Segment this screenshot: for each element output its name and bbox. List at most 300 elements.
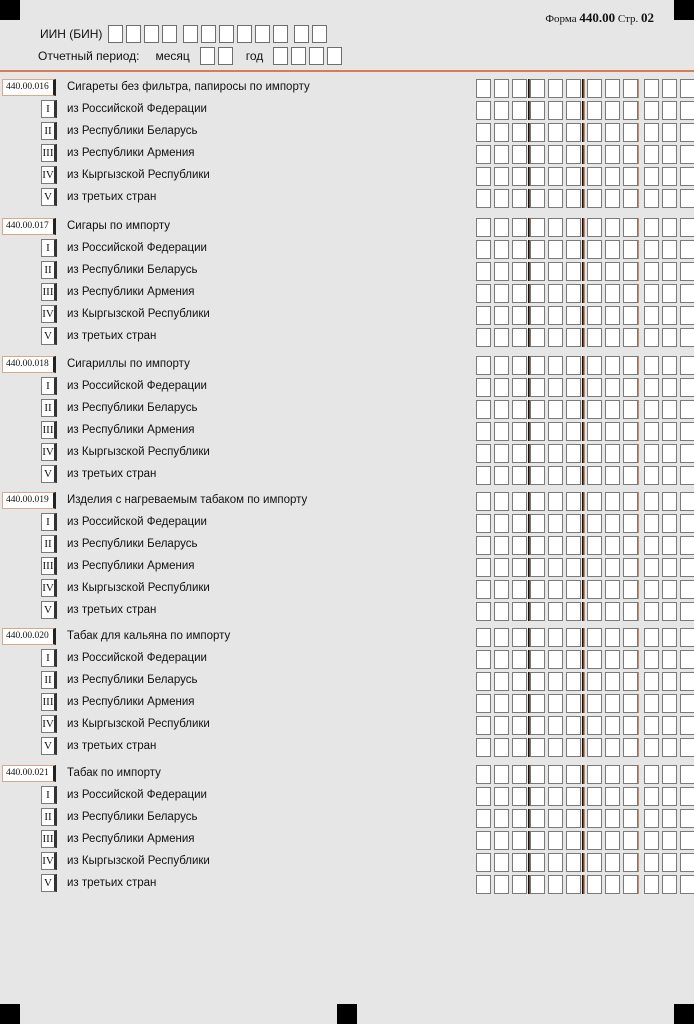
amount-digit-cell[interactable] [512,328,527,347]
amount-digit-cell[interactable] [623,240,638,259]
amount-digit-cell[interactable] [494,514,509,533]
amount-digit-cell[interactable] [662,650,677,669]
amount-digit-cell[interactable] [512,262,527,281]
amount-digit-cell[interactable] [494,189,509,208]
amount-digit-cell[interactable] [476,444,491,463]
month-cell[interactable] [200,47,215,65]
amount-digit-cell[interactable] [530,444,545,463]
amount-digit-cell[interactable] [548,694,563,713]
amount-digit-cell[interactable] [587,189,602,208]
amount-digit-cell[interactable] [548,123,563,142]
amount-digit-cell[interactable] [512,378,527,397]
amount-digit-cell[interactable] [644,284,659,303]
amount-digit-cell[interactable] [494,422,509,441]
amount-digit-cell[interactable] [680,145,694,164]
amount-digit-cell[interactable] [476,422,491,441]
amount-digit-cell[interactable] [566,628,581,647]
amount-digit-cell[interactable] [644,492,659,511]
amount-digit-cell[interactable] [494,262,509,281]
amount-digit-cell[interactable] [512,602,527,621]
amount-digit-cell[interactable] [530,101,545,120]
amount-digit-cell[interactable] [644,580,659,599]
amount-digit-cell[interactable] [530,831,545,850]
amount-digit-cell[interactable] [512,444,527,463]
amount-digit-cell[interactable] [644,853,659,872]
iin-cell[interactable] [108,25,123,43]
amount-digit-cell[interactable] [512,650,527,669]
amount-digit-cell[interactable] [530,787,545,806]
amount-digit-cell[interactable] [530,378,545,397]
amount-digit-cell[interactable] [623,378,638,397]
amount-digit-cell[interactable] [605,514,620,533]
amount-digit-cell[interactable] [512,400,527,419]
amount-digit-cell[interactable] [548,853,563,872]
amount-digit-cell[interactable] [662,492,677,511]
amount-digit-cell[interactable] [530,853,545,872]
amount-digit-cell[interactable] [662,716,677,735]
amount-digit-cell[interactable] [623,218,638,237]
amount-digit-cell[interactable] [680,218,694,237]
amount-digit-cell[interactable] [662,240,677,259]
amount-digit-cell[interactable] [530,536,545,555]
amount-digit-cell[interactable] [680,514,694,533]
amount-digit-cell[interactable] [548,356,563,375]
amount-digit-cell[interactable] [644,400,659,419]
amount-digit-cell[interactable] [644,765,659,784]
amount-digit-cell[interactable] [476,694,491,713]
amount-digit-cell[interactable] [566,218,581,237]
amount-digit-cell[interactable] [662,444,677,463]
amount-digit-cell[interactable] [662,378,677,397]
amount-digit-cell[interactable] [623,284,638,303]
amount-digit-cell[interactable] [494,400,509,419]
amount-digit-cell[interactable] [680,356,694,375]
amount-digit-cell[interactable] [530,809,545,828]
iin-cell[interactable] [162,25,177,43]
amount-digit-cell[interactable] [476,602,491,621]
amount-digit-cell[interactable] [587,558,602,577]
amount-digit-cell[interactable] [566,672,581,691]
amount-digit-cell[interactable] [476,580,491,599]
amount-digit-cell[interactable] [680,422,694,441]
amount-digit-cell[interactable] [494,79,509,98]
amount-digit-cell[interactable] [494,628,509,647]
amount-digit-cell[interactable] [548,378,563,397]
amount-digit-cell[interactable] [680,101,694,120]
amount-digit-cell[interactable] [512,853,527,872]
amount-digit-cell[interactable] [587,444,602,463]
amount-digit-cell[interactable] [605,101,620,120]
amount-digit-cell[interactable] [644,306,659,325]
amount-digit-cell[interactable] [587,514,602,533]
amount-digit-cell[interactable] [476,628,491,647]
amount-digit-cell[interactable] [680,189,694,208]
amount-digit-cell[interactable] [530,466,545,485]
amount-digit-cell[interactable] [566,580,581,599]
amount-digit-cell[interactable] [548,672,563,691]
amount-digit-cell[interactable] [623,514,638,533]
amount-digit-cell[interactable] [566,189,581,208]
amount-digit-cell[interactable] [548,650,563,669]
amount-digit-cell[interactable] [548,875,563,894]
amount-digit-cell[interactable] [644,809,659,828]
amount-digit-cell[interactable] [476,514,491,533]
amount-digit-cell[interactable] [530,306,545,325]
amount-digit-cell[interactable] [512,514,527,533]
amount-digit-cell[interactable] [476,672,491,691]
amount-digit-cell[interactable] [623,672,638,691]
amount-digit-cell[interactable] [566,240,581,259]
year-cell[interactable] [309,47,324,65]
year-cell[interactable] [273,47,288,65]
amount-digit-cell[interactable] [476,738,491,757]
amount-digit-cell[interactable] [512,558,527,577]
amount-digit-cell[interactable] [644,536,659,555]
amount-digit-cell[interactable] [587,650,602,669]
amount-digit-cell[interactable] [548,400,563,419]
amount-digit-cell[interactable] [623,189,638,208]
iin-cell[interactable] [312,25,327,43]
amount-digit-cell[interactable] [494,101,509,120]
amount-digit-cell[interactable] [644,875,659,894]
amount-digit-cell[interactable] [512,831,527,850]
amount-digit-cell[interactable] [587,466,602,485]
amount-digit-cell[interactable] [566,306,581,325]
amount-digit-cell[interactable] [623,787,638,806]
amount-digit-cell[interactable] [680,853,694,872]
iin-cell[interactable] [294,25,309,43]
amount-digit-cell[interactable] [662,167,677,186]
amount-digit-cell[interactable] [530,189,545,208]
amount-digit-cell[interactable] [512,79,527,98]
amount-digit-cell[interactable] [566,466,581,485]
amount-digit-cell[interactable] [680,123,694,142]
amount-digit-cell[interactable] [587,716,602,735]
amount-digit-cell[interactable] [644,650,659,669]
amount-digit-cell[interactable] [662,580,677,599]
amount-digit-cell[interactable] [566,378,581,397]
amount-digit-cell[interactable] [623,328,638,347]
amount-digit-cell[interactable] [494,167,509,186]
amount-digit-cell[interactable] [530,145,545,164]
amount-digit-cell[interactable] [512,284,527,303]
amount-digit-cell[interactable] [512,101,527,120]
amount-digit-cell[interactable] [512,466,527,485]
amount-digit-cell[interactable] [494,694,509,713]
amount-digit-cell[interactable] [587,787,602,806]
amount-digit-cell[interactable] [644,672,659,691]
amount-digit-cell[interactable] [548,716,563,735]
amount-digit-cell[interactable] [623,602,638,621]
amount-digit-cell[interactable] [566,492,581,511]
amount-digit-cell[interactable] [494,378,509,397]
amount-digit-cell[interactable] [512,123,527,142]
amount-digit-cell[interactable] [605,356,620,375]
amount-digit-cell[interactable] [476,306,491,325]
amount-digit-cell[interactable] [476,650,491,669]
amount-digit-cell[interactable] [644,787,659,806]
amount-digit-cell[interactable] [494,123,509,142]
amount-digit-cell[interactable] [512,875,527,894]
amount-digit-cell[interactable] [566,167,581,186]
amount-digit-cell[interactable] [548,167,563,186]
amount-digit-cell[interactable] [605,650,620,669]
amount-digit-cell[interactable] [680,262,694,281]
amount-digit-cell[interactable] [680,400,694,419]
amount-digit-cell[interactable] [566,738,581,757]
amount-digit-cell[interactable] [605,738,620,757]
amount-digit-cell[interactable] [605,492,620,511]
amount-digit-cell[interactable] [548,306,563,325]
amount-digit-cell[interactable] [476,240,491,259]
amount-digit-cell[interactable] [662,853,677,872]
amount-digit-cell[interactable] [587,738,602,757]
amount-digit-cell[interactable] [494,787,509,806]
amount-digit-cell[interactable] [680,466,694,485]
amount-digit-cell[interactable] [512,738,527,757]
amount-digit-cell[interactable] [623,262,638,281]
amount-digit-cell[interactable] [623,558,638,577]
amount-digit-cell[interactable] [530,492,545,511]
amount-digit-cell[interactable] [662,79,677,98]
amount-digit-cell[interactable] [623,400,638,419]
amount-digit-cell[interactable] [644,328,659,347]
amount-digit-cell[interactable] [530,356,545,375]
amount-digit-cell[interactable] [662,189,677,208]
amount-digit-cell[interactable] [548,765,563,784]
amount-digit-cell[interactable] [605,809,620,828]
amount-digit-cell[interactable] [587,79,602,98]
amount-digit-cell[interactable] [530,628,545,647]
amount-digit-cell[interactable] [512,787,527,806]
iin-cell[interactable] [219,25,234,43]
amount-digit-cell[interactable] [605,831,620,850]
amount-digit-cell[interactable] [476,536,491,555]
amount-digit-cell[interactable] [587,240,602,259]
amount-digit-cell[interactable] [623,694,638,713]
amount-digit-cell[interactable] [680,831,694,850]
amount-digit-cell[interactable] [566,444,581,463]
amount-digit-cell[interactable] [512,492,527,511]
amount-digit-cell[interactable] [548,787,563,806]
amount-digit-cell[interactable] [644,79,659,98]
amount-digit-cell[interactable] [494,240,509,259]
amount-digit-cell[interactable] [587,831,602,850]
amount-digit-cell[interactable] [680,694,694,713]
amount-digit-cell[interactable] [680,738,694,757]
amount-digit-cell[interactable] [623,650,638,669]
amount-digit-cell[interactable] [644,356,659,375]
amount-digit-cell[interactable] [623,853,638,872]
amount-digit-cell[interactable] [662,306,677,325]
amount-digit-cell[interactable] [587,218,602,237]
amount-digit-cell[interactable] [605,716,620,735]
amount-digit-cell[interactable] [548,240,563,259]
amount-digit-cell[interactable] [605,262,620,281]
amount-digit-cell[interactable] [494,492,509,511]
amount-digit-cell[interactable] [680,628,694,647]
amount-digit-cell[interactable] [623,536,638,555]
amount-digit-cell[interactable] [530,650,545,669]
amount-digit-cell[interactable] [548,101,563,120]
amount-digit-cell[interactable] [623,422,638,441]
amount-digit-cell[interactable] [587,422,602,441]
amount-digit-cell[interactable] [566,79,581,98]
amount-digit-cell[interactable] [548,189,563,208]
amount-digit-cell[interactable] [494,328,509,347]
amount-digit-cell[interactable] [680,672,694,691]
amount-digit-cell[interactable] [587,672,602,691]
amount-digit-cell[interactable] [494,145,509,164]
amount-digit-cell[interactable] [605,536,620,555]
amount-digit-cell[interactable] [530,167,545,186]
amount-digit-cell[interactable] [623,79,638,98]
amount-digit-cell[interactable] [605,284,620,303]
amount-digit-cell[interactable] [530,580,545,599]
amount-digit-cell[interactable] [548,466,563,485]
amount-digit-cell[interactable] [476,356,491,375]
amount-digit-cell[interactable] [476,167,491,186]
amount-digit-cell[interactable] [662,558,677,577]
amount-digit-cell[interactable] [587,580,602,599]
amount-digit-cell[interactable] [494,831,509,850]
amount-digit-cell[interactable] [566,853,581,872]
amount-digit-cell[interactable] [530,602,545,621]
amount-digit-cell[interactable] [605,875,620,894]
amount-digit-cell[interactable] [566,145,581,164]
amount-digit-cell[interactable] [566,514,581,533]
amount-digit-cell[interactable] [530,514,545,533]
amount-digit-cell[interactable] [566,400,581,419]
amount-digit-cell[interactable] [566,356,581,375]
amount-digit-cell[interactable] [623,738,638,757]
amount-digit-cell[interactable] [476,716,491,735]
amount-digit-cell[interactable] [566,809,581,828]
amount-digit-cell[interactable] [530,123,545,142]
amount-digit-cell[interactable] [605,145,620,164]
amount-digit-cell[interactable] [644,466,659,485]
amount-digit-cell[interactable] [644,218,659,237]
amount-digit-cell[interactable] [623,444,638,463]
amount-digit-cell[interactable] [587,167,602,186]
amount-digit-cell[interactable] [623,809,638,828]
amount-digit-cell[interactable] [623,492,638,511]
amount-digit-cell[interactable] [494,875,509,894]
amount-digit-cell[interactable] [662,400,677,419]
amount-digit-cell[interactable] [644,602,659,621]
amount-digit-cell[interactable] [494,765,509,784]
amount-digit-cell[interactable] [566,650,581,669]
amount-digit-cell[interactable] [512,628,527,647]
amount-digit-cell[interactable] [530,262,545,281]
amount-digit-cell[interactable] [605,189,620,208]
amount-digit-cell[interactable] [587,602,602,621]
amount-digit-cell[interactable] [644,262,659,281]
amount-digit-cell[interactable] [512,306,527,325]
amount-digit-cell[interactable] [587,875,602,894]
amount-digit-cell[interactable] [476,400,491,419]
amount-digit-cell[interactable] [587,328,602,347]
amount-digit-cell[interactable] [623,145,638,164]
amount-digit-cell[interactable] [662,123,677,142]
amount-digit-cell[interactable] [566,101,581,120]
amount-digit-cell[interactable] [476,101,491,120]
amount-digit-cell[interactable] [548,514,563,533]
amount-digit-cell[interactable] [623,167,638,186]
amount-digit-cell[interactable] [476,79,491,98]
amount-digit-cell[interactable] [476,809,491,828]
amount-digit-cell[interactable] [605,79,620,98]
iin-cell[interactable] [237,25,252,43]
amount-digit-cell[interactable] [623,466,638,485]
amount-digit-cell[interactable] [623,101,638,120]
amount-digit-cell[interactable] [662,694,677,713]
amount-digit-cell[interactable] [476,853,491,872]
amount-digit-cell[interactable] [494,650,509,669]
amount-digit-cell[interactable] [548,262,563,281]
amount-digit-cell[interactable] [623,628,638,647]
amount-digit-cell[interactable] [512,716,527,735]
amount-digit-cell[interactable] [530,422,545,441]
amount-digit-cell[interactable] [587,694,602,713]
iin-cell[interactable] [144,25,159,43]
amount-digit-cell[interactable] [530,765,545,784]
amount-digit-cell[interactable] [476,284,491,303]
amount-digit-cell[interactable] [605,853,620,872]
amount-digit-cell[interactable] [623,765,638,784]
amount-digit-cell[interactable] [512,765,527,784]
amount-digit-cell[interactable] [680,328,694,347]
amount-digit-cell[interactable] [548,328,563,347]
amount-digit-cell[interactable] [605,765,620,784]
amount-digit-cell[interactable] [494,853,509,872]
amount-digit-cell[interactable] [623,306,638,325]
amount-digit-cell[interactable] [530,558,545,577]
iin-cell[interactable] [255,25,270,43]
amount-digit-cell[interactable] [494,602,509,621]
amount-digit-cell[interactable] [605,422,620,441]
amount-digit-cell[interactable] [566,765,581,784]
amount-digit-cell[interactable] [566,602,581,621]
amount-digit-cell[interactable] [623,123,638,142]
amount-digit-cell[interactable] [605,378,620,397]
iin-cell[interactable] [183,25,198,43]
amount-digit-cell[interactable] [476,787,491,806]
amount-digit-cell[interactable] [644,240,659,259]
amount-digit-cell[interactable] [548,809,563,828]
amount-digit-cell[interactable] [605,240,620,259]
amount-digit-cell[interactable] [680,765,694,784]
amount-digit-cell[interactable] [680,809,694,828]
amount-digit-cell[interactable] [548,602,563,621]
amount-digit-cell[interactable] [662,514,677,533]
amount-digit-cell[interactable] [566,875,581,894]
amount-digit-cell[interactable] [512,536,527,555]
amount-digit-cell[interactable] [662,145,677,164]
amount-digit-cell[interactable] [680,580,694,599]
amount-digit-cell[interactable] [494,536,509,555]
amount-digit-cell[interactable] [494,284,509,303]
amount-digit-cell[interactable] [605,558,620,577]
amount-digit-cell[interactable] [494,306,509,325]
amount-digit-cell[interactable] [512,167,527,186]
amount-digit-cell[interactable] [587,492,602,511]
amount-digit-cell[interactable] [512,240,527,259]
amount-digit-cell[interactable] [494,672,509,691]
amount-digit-cell[interactable] [566,831,581,850]
amount-digit-cell[interactable] [530,694,545,713]
amount-digit-cell[interactable] [530,716,545,735]
